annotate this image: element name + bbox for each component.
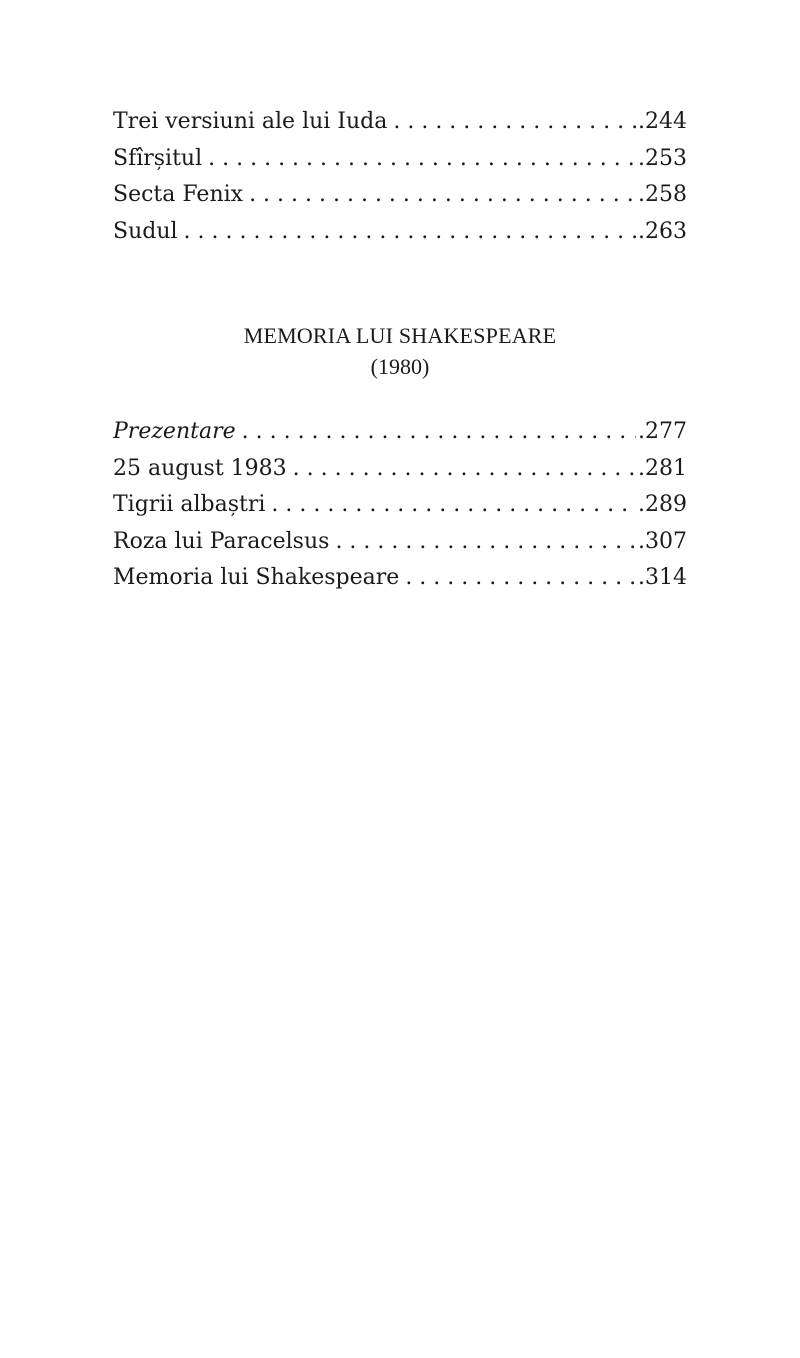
toc-entry-title: Sudul <box>113 218 178 244</box>
toc-entry-page: .289 <box>638 492 687 517</box>
section-title: MEMORIA LUI SHAKESPEARE <box>243 323 557 348</box>
toc-entry-title: Sfîrșitul <box>113 145 203 171</box>
toc-entry-page: .314 <box>638 565 687 590</box>
toc-entry <box>113 104 687 141</box>
toc-dot-leader <box>405 560 636 597</box>
toc-dot-leader <box>335 524 636 561</box>
toc-dot-leader <box>393 104 636 141</box>
toc-entry <box>113 414 687 451</box>
section-year: (1980) <box>370 354 430 379</box>
toc-entry-title: Roza lui Paracelsus <box>113 528 330 554</box>
toc-entry-page: .253 <box>638 145 687 171</box>
toc-entry <box>113 214 687 251</box>
toc-list-top <box>113 104 687 250</box>
toc-entry <box>113 451 687 488</box>
toc-entry-title: Tigrii albaștri <box>113 492 266 517</box>
toc-entry-title: Secta Fenix <box>113 182 244 207</box>
toc-entry-title: Trei versiuni ale lui Iuda <box>113 109 388 134</box>
toc-dot-leader <box>293 451 636 488</box>
toc-entry-title: Memoria lui Shakespeare <box>113 565 400 590</box>
toc-dot-leader <box>271 487 636 524</box>
toc-dot-leader <box>208 141 636 178</box>
toc-entry <box>113 487 687 524</box>
toc-entry <box>113 177 687 214</box>
toc-entry-page: .258 <box>638 182 687 207</box>
toc-entry-page: .277 <box>638 419 687 444</box>
toc-entry <box>113 560 687 597</box>
toc-dot-leader <box>249 177 636 214</box>
toc-dot-leader <box>184 214 636 251</box>
toc-list-bottom <box>113 414 687 597</box>
toc-entry-title: Prezentare <box>113 419 236 444</box>
toc-entry-page: .244 <box>638 109 687 134</box>
toc-entry-page: .281 <box>638 455 687 481</box>
toc-dot-leader <box>242 414 636 451</box>
toc-entry-page: .307 <box>638 528 687 554</box>
toc-entry <box>113 524 687 561</box>
toc-entry-title: 25 august 1983 <box>113 455 287 481</box>
toc-entry <box>113 141 687 178</box>
toc-entry-page: .263 <box>638 218 687 244</box>
